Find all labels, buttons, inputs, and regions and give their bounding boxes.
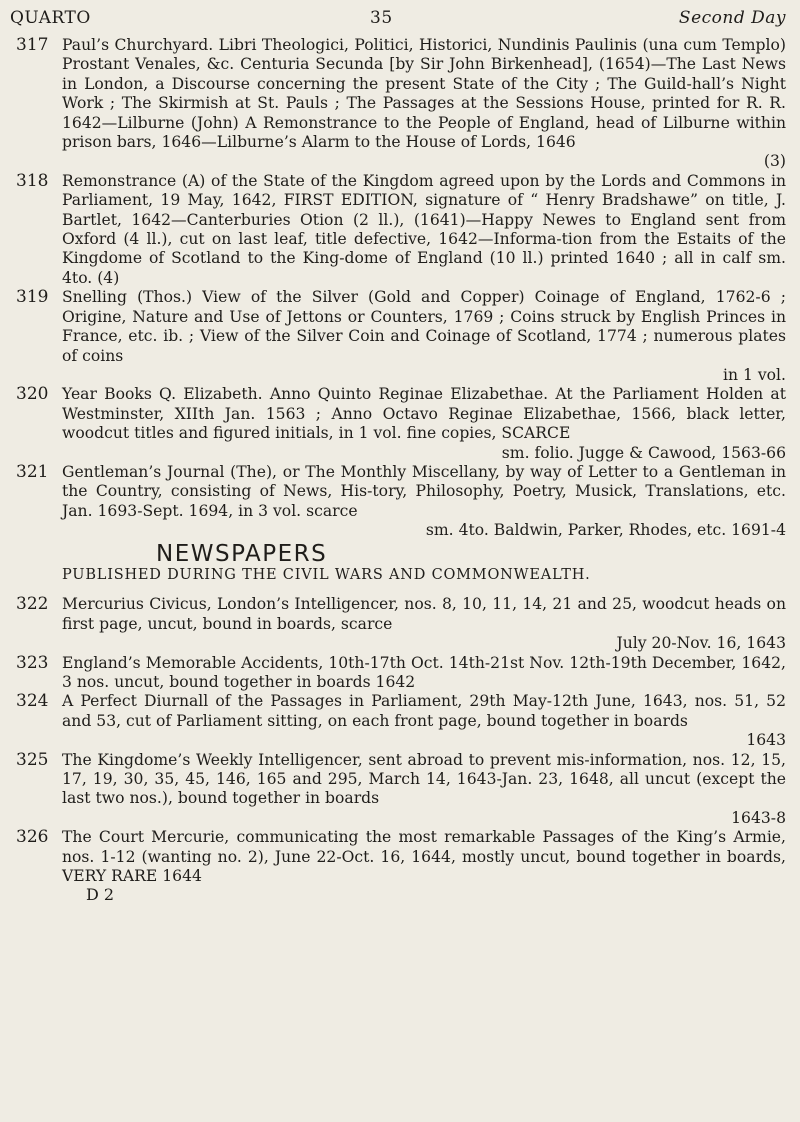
- lot-description: Mercurius Civicus, London’s Intelligencer, nos. 8, 10, 11, 14, 21 and 25, woodcut heads on first page, uncut, bound in boards, scarce: [62, 595, 786, 633]
- sale-day-label: Second Day: [678, 8, 786, 28]
- lot-description: England’s Memorable Accidents, 10th-17th Oct. 14th-21st Nov. 12th-19th December, 1642, 3 nos. uncut, bound together in boards 1642: [62, 653, 786, 691]
- lot-entry: [16, 288, 786, 385]
- lot-entry: [16, 172, 786, 288]
- lot-entry: [16, 385, 786, 463]
- lot-entry: [16, 828, 786, 886]
- lot-number: 322: [16, 594, 49, 615]
- lot-description: The Kingdome’s Weekly Intelligencer, sent abroad to prevent mis-information, nos. 12, 15, 17, 19, 30, 35, 45, 146, 165 and 295, March 14, 1643-Jan. 23, 1648, all uncut (except the last two nos.), bound together in boards: [62, 750, 786, 808]
- running-header: [10, 8, 786, 30]
- lot-number: 319: [16, 287, 49, 308]
- lot-number: 323: [16, 652, 49, 673]
- lot-entry: [16, 595, 786, 653]
- section-heading: NEWSPAPERS: [156, 540, 328, 567]
- page-number: 35: [370, 8, 393, 28]
- lot-number: 317: [16, 35, 49, 55]
- lot-description: Paul’s Churchyard. Libri Theologici, Politici, Historici, Nundinis Paulinis (una cum Templo) Prostant Venales, &c. Centuria Secunda [by Sir John Birkenhead], (1654)—The Last News in London, a Discourse concerning the present State of the City ; The Guild-hall’s Night Work ; The Skirmish at St. Pauls ; The Passages at the Sessions House, printed for R. R. 1642—Lilburne (John) A Remonstrance to the People of England, head of Lilburne within prison bars, 1646—Lilburne’s Alarm to the House of Lords, 1646: [62, 36, 786, 152]
- lot-tail: sm. 4to. Baldwin, Parker, Rhodes, etc. 1691-4: [425, 521, 786, 540]
- lot-number: 321: [16, 461, 49, 482]
- lot-entry: [16, 36, 786, 172]
- lot-description: Gentleman’s Journal (The), or The Monthly Miscellany, by way of Letter to a Gentleman in the Country, consisting of News, His-tory, Philosophy, Poetry, Musick, Translations, etc. Jan. 1693-Sept. 1694, in 3 vol. scarce: [62, 462, 786, 520]
- lot-number: 318: [16, 170, 49, 191]
- lot-description: Snelling (Thos.) View of the Silver (Gold and Copper) Coinage of England, 1762-6 ; Origine, Nature and Use of Jettons or Counters, 1769 ; Coins struck by English Princes in France, etc. ib. ; View of the Silver Coin and Coinage of Scotland, 1774 ; numerous plates of coins: [62, 288, 786, 365]
- lot-number: 320: [16, 384, 49, 405]
- lot-entry: [16, 692, 786, 750]
- lot-tail: 1643: [746, 731, 786, 750]
- lot-number: 326: [16, 827, 49, 848]
- lot-tail: July 20-Nov. 16, 1643: [616, 634, 786, 653]
- lot-tail: sm. folio. Jugge & Cawood, 1563-66: [501, 443, 786, 462]
- lot-description: The Court Mercurie, communicating the most remarkable Passages of the King’s Armie, nos. 1-12 (wanting no. 2), June 22-Oct. 16, 1644, mostly uncut, bound together in boards, VERY RARE 1644: [62, 828, 786, 886]
- lot-entry: [16, 463, 786, 541]
- lot-description: A Perfect Diurnall of the Passages in Parliament, 29th May-12th June, 1643, nos. 51, 52 and 53, cut of Parliament sitting, on each front page, bound together in boards: [62, 692, 786, 730]
- lot-description: Remonstrance (A) of the State of the Kingdom agreed upon by the Lords and Commons in Parliament, 19 May, 1642, FIRST EDITION, signature of “ Henry Bradshawe” on title, J. Bartlet, 1642—Canterburies Otion (2 ll.), (1641)—Happy Newes to England sent from Oxford (4 ll.), cut on last leaf, title defective, 1642—Informa-tion from the Estaits of the Kingdome of Scotland to the King-dome of England (10 ll.) printed 1640 ; all in calf sm. 4to. (4): [62, 171, 786, 287]
- catalogue-entries: [16, 36, 786, 904]
- lot-tail: (3): [763, 152, 786, 171]
- lot-tail: 1643-8: [731, 808, 786, 827]
- lot-entry: [16, 654, 786, 693]
- lot-number: 324: [16, 691, 49, 712]
- lot-description: Year Books Q. Elizabeth. Anno Quinto Reginae Elizabethae. At the Parliament Holden at Westminster, XIIth Jan. 1563 ; Anno Octavo Reginae Elizabethae, 1566, black letter, woodcut titles and figured initials, in 1 vol. fine copies, SCARCE: [62, 385, 786, 443]
- section-subheading: PUBLISHED DURING THE CIVIL WARS AND COMMONWEALTH.: [62, 566, 591, 583]
- format-label: QUARTO: [10, 8, 91, 28]
- lot-number: 325: [16, 749, 49, 770]
- lot-entry: [16, 751, 786, 829]
- lot-tail: in 1 vol.: [722, 365, 786, 384]
- signature-mark: D 2: [86, 885, 115, 905]
